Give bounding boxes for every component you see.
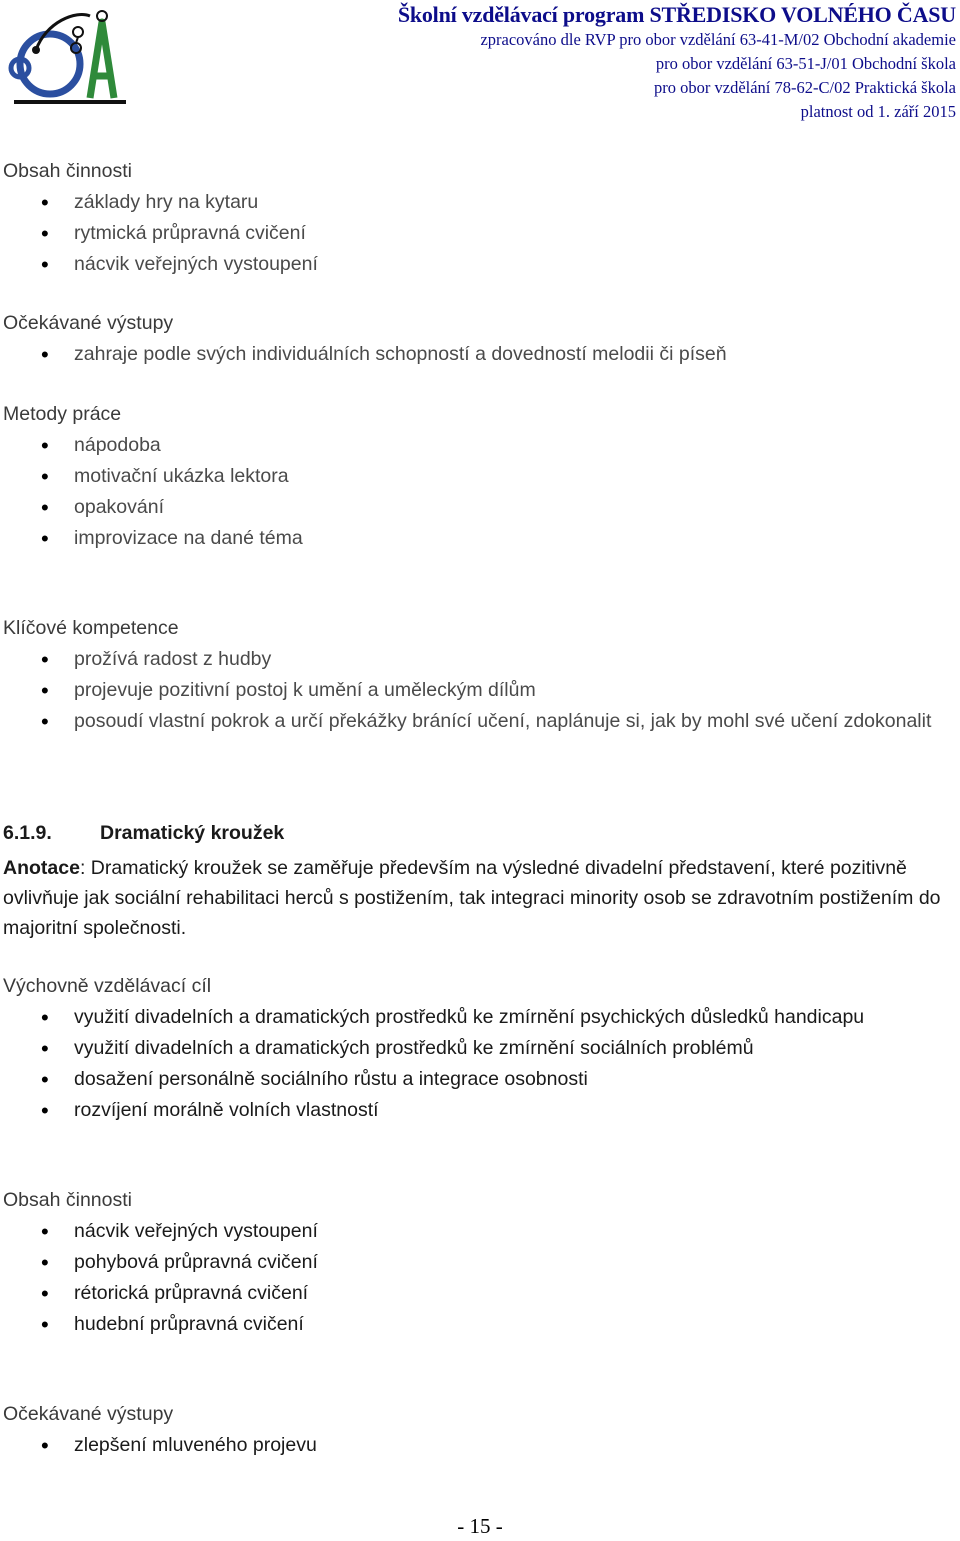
list-item: • využití divadelních a dramatických prostředků ke zmírnění sociálních problémů bbox=[3, 1033, 934, 1064]
annotation-label: Anotace bbox=[3, 857, 80, 879]
page-number: - 15 - bbox=[457, 1514, 503, 1538]
list-item: • nácvik veřejných vystoupení bbox=[3, 249, 934, 280]
list-item: • hudební průpravná cvičení bbox=[3, 1309, 934, 1340]
header-line-2: pro obor vzdělání 63-51-J/01 Obchodní škola bbox=[655, 54, 956, 73]
header-line-4: platnost od 1. září 2015 bbox=[800, 102, 956, 121]
list-item: • rytmická průpravná cvičení bbox=[3, 218, 934, 249]
bullet-list bbox=[3, 1216, 934, 1340]
section-obsah-cinnosti-2 bbox=[3, 1185, 934, 1340]
list-item: • nácvik veřejných vystoupení bbox=[3, 1216, 934, 1247]
section-title-text: Dramatický kroužek bbox=[100, 822, 285, 844]
section-ocekavane-vystupy-2 bbox=[3, 1399, 934, 1461]
list-item: • posoudí vlastní pokrok a určí překážky bránící učení, naplánuje si, jak by mohl své učení zdokonalit bbox=[3, 706, 944, 737]
list-item: • improvizace na dané téma bbox=[3, 523, 934, 554]
bullet-list bbox=[3, 430, 934, 554]
logo bbox=[6, 2, 128, 108]
section-metody-prace bbox=[3, 399, 934, 554]
section-heading: Metody práce bbox=[3, 403, 122, 425]
section-heading: Výchovně vzdělávací cíl bbox=[3, 975, 212, 997]
list-item: • projevuje pozitivní postoj k umění a uměleckým dílům bbox=[3, 675, 934, 706]
list-item: • dosažení personálně sociálního růstu a integrace osobnosti bbox=[3, 1064, 934, 1095]
list-item: • pohybová průpravná cvičení bbox=[3, 1247, 934, 1278]
section-heading: Očekávané výstupy bbox=[3, 1403, 174, 1425]
document-header bbox=[398, 2, 956, 124]
list-item: • základy hry na kytaru bbox=[3, 187, 934, 218]
section-number: 6.1.9. bbox=[3, 822, 52, 844]
list-item: • opakování bbox=[3, 492, 934, 523]
bullet-list bbox=[3, 339, 934, 370]
bullet-list bbox=[3, 644, 944, 737]
section-klicove-kompetence bbox=[3, 613, 944, 737]
section-heading: Klíčové kompetence bbox=[3, 617, 179, 639]
section-ocekavane-vystupy-1 bbox=[3, 308, 934, 370]
section-obsah-cinnosti-1 bbox=[3, 156, 934, 280]
list-item: • nápodoba bbox=[3, 430, 934, 461]
section-heading: Očekávané výstupy bbox=[3, 312, 174, 334]
header-title: Školní vzdělávací program STŘEDISKO VOLNÉHO ČASU bbox=[397, 2, 956, 27]
list-item: • využití divadelních a dramatických prostředků ke zmírnění psychických důsledků handicapu bbox=[3, 1002, 874, 1033]
list-item: • zahraje podle svých individuálních schopností a dovedností melodii či píseň bbox=[3, 339, 934, 370]
section-heading: Obsah činnosti bbox=[3, 1189, 132, 1211]
bullet-list bbox=[3, 187, 934, 280]
section-heading: Obsah činnosti bbox=[3, 160, 132, 182]
header-line-1: zpracováno dle RVP pro obor vzdělání 63-41-M/02 Obchodní akademie bbox=[480, 30, 956, 49]
section-title bbox=[3, 818, 284, 848]
list-item: • rétorická průpravná cvičení bbox=[3, 1278, 934, 1309]
header-line-3: pro obor vzdělání 78-62-C/02 Praktická škola bbox=[654, 78, 956, 97]
list-item: • rozvíjení morálně volních vlastností bbox=[3, 1095, 934, 1126]
annotation-paragraph bbox=[3, 853, 953, 943]
bullet-list bbox=[3, 1002, 934, 1126]
bullet-list bbox=[3, 1430, 934, 1461]
list-item: • motivační ukázka lektora bbox=[3, 461, 934, 492]
list-item: • prožívá radost z hudby bbox=[3, 644, 934, 675]
section-vychovne-vzdelavaci-cil bbox=[3, 971, 934, 1126]
annotation-text: : Dramatický kroužek se zaměřuje především na výsledné divadelní představení, které pozitivně ovlivňuje jak sociální rehabilitaci herců s postižením, tak integraci minority osob se zdravotním postižením do majoritní společnosti. bbox=[3, 857, 941, 939]
list-item: • zlepšení mluveného projevu bbox=[3, 1430, 934, 1461]
